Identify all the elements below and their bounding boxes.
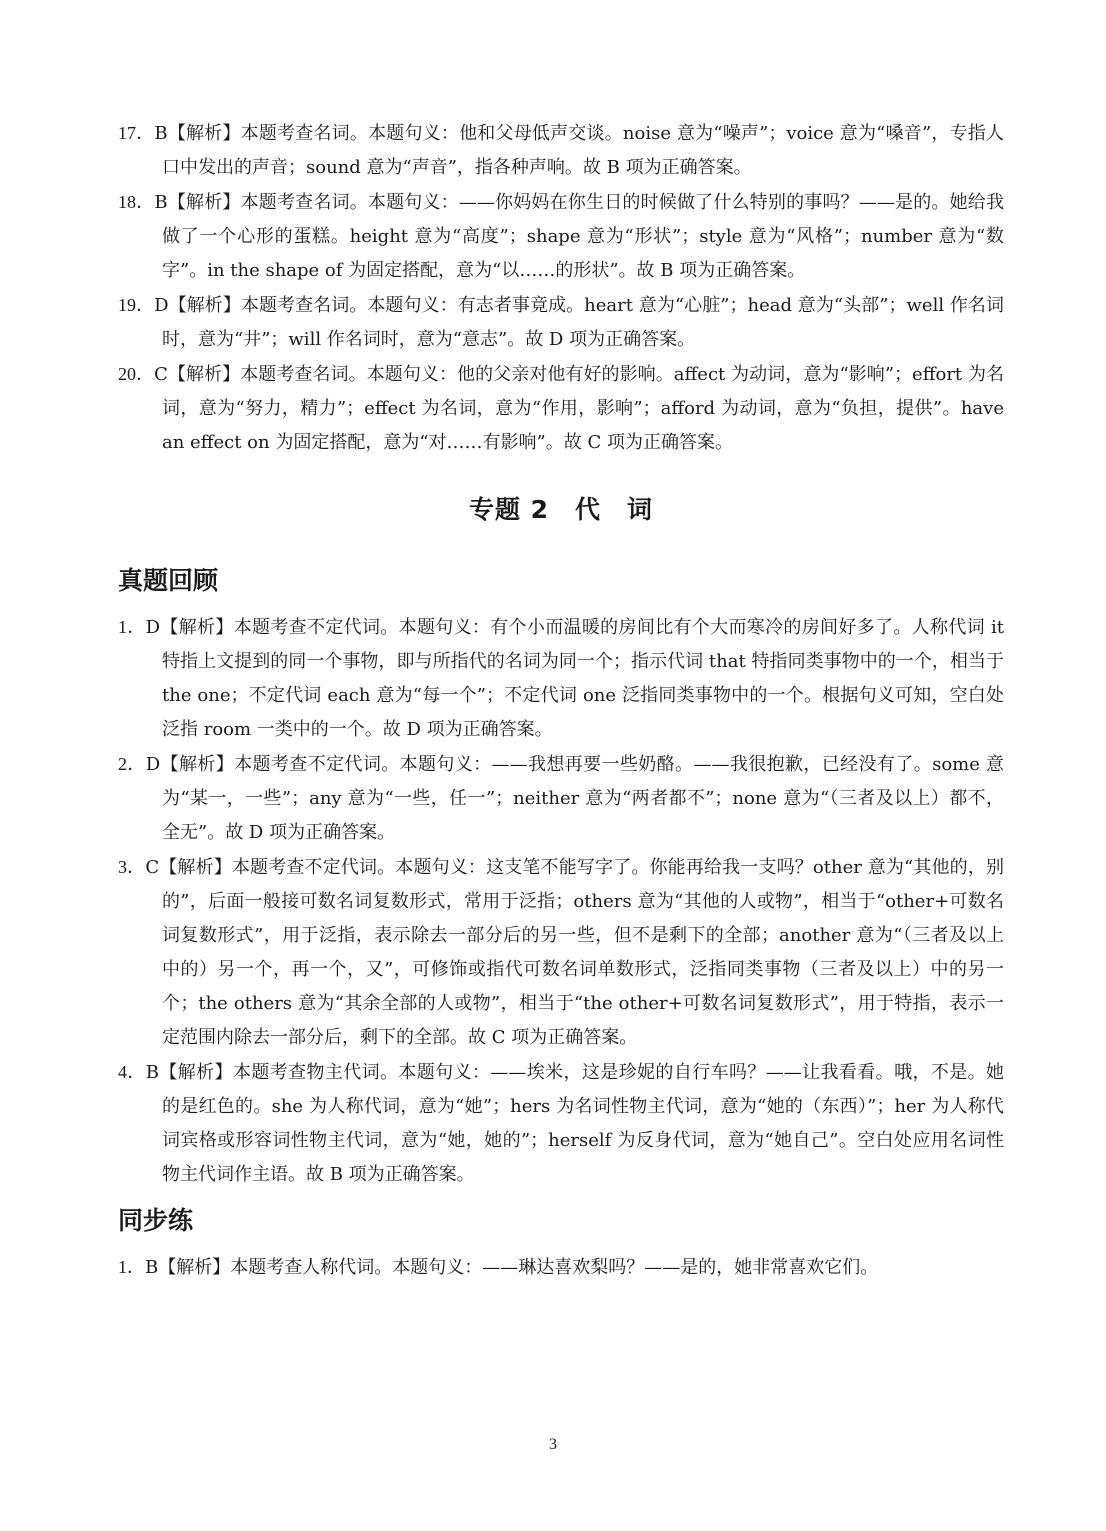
item-text: B【解析】本题考查物主代词。本题句义：——埃米，这是珍妮的自行车吗？——让我看看。哦，不是。她的是红色的。she 为人称代词，意为“她”；hers 为名词性物主代词，意为“她的（东西）”；her 为人称代词宾格或形容词性物主代词，意为“她，她的”；herself 为反身代词，意为“她自己”。空白处应用名词性物主代词作主语。故 B 项为正确答案。 <box>145 1062 1004 1185</box>
item-text: D【解析】本题考查不定代词。本题句义：有个小而温暖的房间比有个大而寒冷的房间好多了。人称代词 it 特指上文提到的同一个事物，即与所指代的名词为同一个；指示代词 that 特指同类事物中的一个，相当于 the one；不定代词 each 意为“每一个”；不定代词 one 泛指同类事物中的一个。根据句义可知，空白处泛指 room 一类中的一个。故 D 项为正确答案。 <box>145 617 1005 740</box>
answer-item-19 <box>118 288 1004 357</box>
item-text: C【解析】本题考查不定代词。本题句义：这支笔不能写字了。你能再给我一支吗？other 意为“其他的，别的”，后面一般接可数名词复数形式，常用于泛指；others 意为“其他的人或物”，相当于“other+可数名词复数形式”，用于泛指，表示除去一部分后的另一些，但不是剩下的全部；another 意为“（三者及以上中的）另一个，再一个，又”，可修饰或指代可数名词单数形式，泛指同类事物（三者及以上）中的另一个；the others 意为“其余全部的人或物”，相当于“the other+可数名词复数形式”，用于特指，表示一定范围内除去一部分后，剩下的全部。故 C 项为正确答案。 <box>145 857 1005 1048</box>
item-number: 19． <box>118 295 155 315</box>
answer-item-17 <box>118 116 1004 185</box>
item-number: 2． <box>118 754 146 774</box>
section-heading-practice: 同步练 <box>118 1206 194 1235</box>
answer-list-practice <box>118 1250 1004 1285</box>
item-number: 3． <box>118 857 146 877</box>
answer-item-20 <box>118 357 1004 460</box>
item-number: 17． <box>118 123 155 143</box>
review-item-3 <box>118 850 1004 1055</box>
item-number: 1． <box>118 617 146 637</box>
section-heading-review: 真题回顾 <box>118 566 219 595</box>
item-text: D【解析】本题考查不定代词。本题句义：——我想再要一些奶酪。——我很抱歉，已经没有了。some 意为“某一，一些”；any 意为“一些，任一”；neither 意为“两者都不”；none 意为“（三者及以上）都不，全无”。故 D 项为正确答案。 <box>145 754 1004 843</box>
item-number: 20． <box>118 364 155 384</box>
answer-list-review <box>118 610 1004 1192</box>
item-text: D【解析】本题考查名词。本题句义：有志者事竟成。heart 意为“心脏”；head 意为“头部”；well 作名词时，意为“井”；will 作名词时，意为“意志”。故 D 项为正确答案。 <box>154 295 1004 350</box>
practice-item-1 <box>118 1250 1004 1285</box>
item-text: B【解析】本题考查名词。本题句义：——你妈妈在你生日的时候做了什么特别的事吗？——是的。她给我做了一个心形的蛋糕。height 意为“高度”；shape 意为“形状”；style 意为“风格”；number 意为“数字”。in the shape of 为固定搭配，意为“以……的形状”。故 B 项为正确答案。 <box>154 192 1004 281</box>
item-text: B【解析】本题考查名词。本题句义：他和父母低声交谈。noise 意为“噪声”；voice 意为“嗓音”，专指人口中发出的声音；sound 意为“声音”，指各种声响。故 B 项为正确答案。 <box>154 123 1004 178</box>
review-item-1 <box>118 610 1004 747</box>
item-number: 1． <box>118 1257 145 1277</box>
item-text: B【解析】本题考查人称代词。本题句义：——琳达喜欢梨吗？——是的，她非常喜欢它们。 <box>145 1257 879 1278</box>
review-item-2 <box>118 747 1004 850</box>
page-number: 3 <box>549 1436 557 1453</box>
answer-list-nouns <box>118 116 1004 460</box>
answer-item-18 <box>118 185 1004 288</box>
item-number: 18． <box>118 192 155 212</box>
item-text: C【解析】本题考查名词。本题句义：他的父亲对他有好的影响。affect 为动词，意为“影响”；effort 为名词，意为“努力，精力”；effect 为名词，意为“作用，影响”；afford 为动词，意为“负担，提供”。have an effect on 为固定搭配，意为“对……有影响”。故 C 项为正确答案。 <box>154 364 1005 453</box>
answer-page <box>118 116 1004 1285</box>
review-item-4 <box>118 1055 1004 1192</box>
item-number: 4． <box>118 1062 146 1082</box>
topic-title: 专题 2 代 词 <box>468 495 654 524</box>
